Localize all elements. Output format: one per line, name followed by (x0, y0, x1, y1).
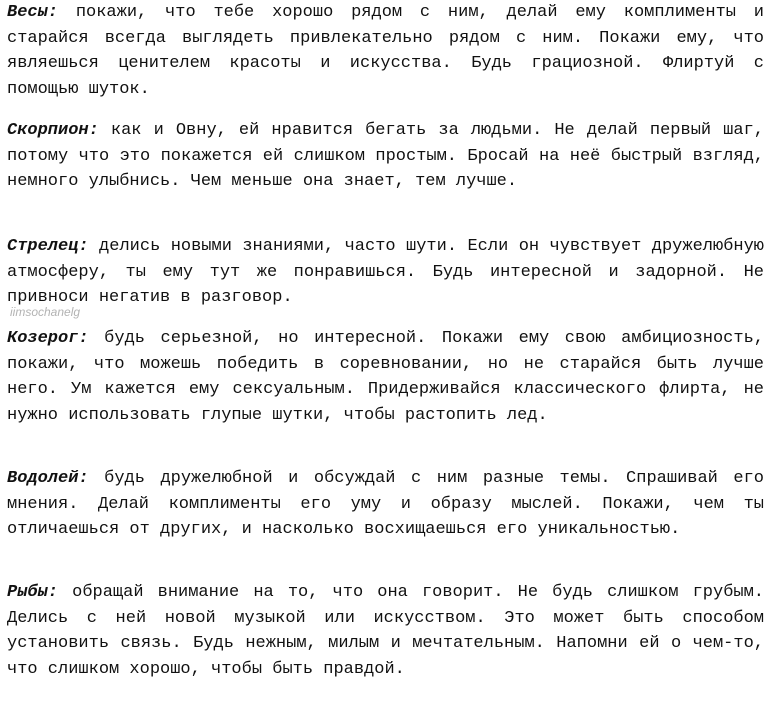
sign-label-sagittarius: Стрелец: (7, 237, 89, 256)
section-text-pisces: обращай внимание на то, что она говорит. Не будь слишком грубым. Делись с ней новой музыкой или искусством. Это может быть способом установить связь. Будь нежным, милым и мечтательным. Напомни ей о чем-то, что слишком хорошо, чтобы быть правдой. (7, 583, 764, 679)
sign-label-scorpio: Скорпион: (7, 121, 99, 140)
sign-label-capricorn: Козерог: (7, 329, 89, 348)
section-text-sagittarius: делись новыми знаниями, часто шути. Если он чувствует дружелюбную атмосферу, ты ему тут же понравишься. Будь интересной и задорной. Не привноси негатив в разговор. (7, 237, 764, 308)
section-text-libra: покажи, что тебе хорошо рядом с ним, делай ему комплименты и старайся всегда выглядеть привлекательно рядом с ним. Покажи ему, что являешься ценителем красоты и искусства. Будь грациозной. Флиртуй с помощью шуток. (7, 3, 764, 99)
section-text-aquarius: будь дружелюбной и обсуждай с ним разные темы. Спрашивай его мнения. Делай комплименты его уму и образу мыслей. Покажи, чем ты отличаешься от других, и насколько восхищаешься его уникальностью. (7, 469, 764, 540)
section-sagittarius (7, 234, 764, 311)
watermark-text: iimsochanelg (10, 305, 81, 319)
section-text-capricorn: будь серьезной, но интересной. Покажи ему свою амбициозность, покажи, что можешь победить в соревновании, но не старайся быть лучше него. Ум кажется ему сексуальным. Придерживайся классического флирта, не нужно использовать глупые шутки, чтобы растопить лед. (7, 329, 764, 425)
section-pisces (7, 580, 764, 682)
section-capricorn (7, 326, 764, 428)
sign-label-pisces: Рыбы: (7, 583, 59, 602)
sign-label-libra: Весы: (7, 3, 59, 22)
sign-label-aquarius: Водолей: (7, 469, 89, 488)
section-aquarius (7, 466, 764, 543)
section-libra (7, 0, 764, 102)
section-text-scorpio: как и Овну, ей нравится бегать за людьми. Не делай первый шаг, потому что это покажется ей слишком простым. Бросай на неё быстрый взгляд, немного улыбнись. Чем меньше она знает, тем лучше. (7, 121, 764, 192)
section-scorpio (7, 118, 764, 195)
